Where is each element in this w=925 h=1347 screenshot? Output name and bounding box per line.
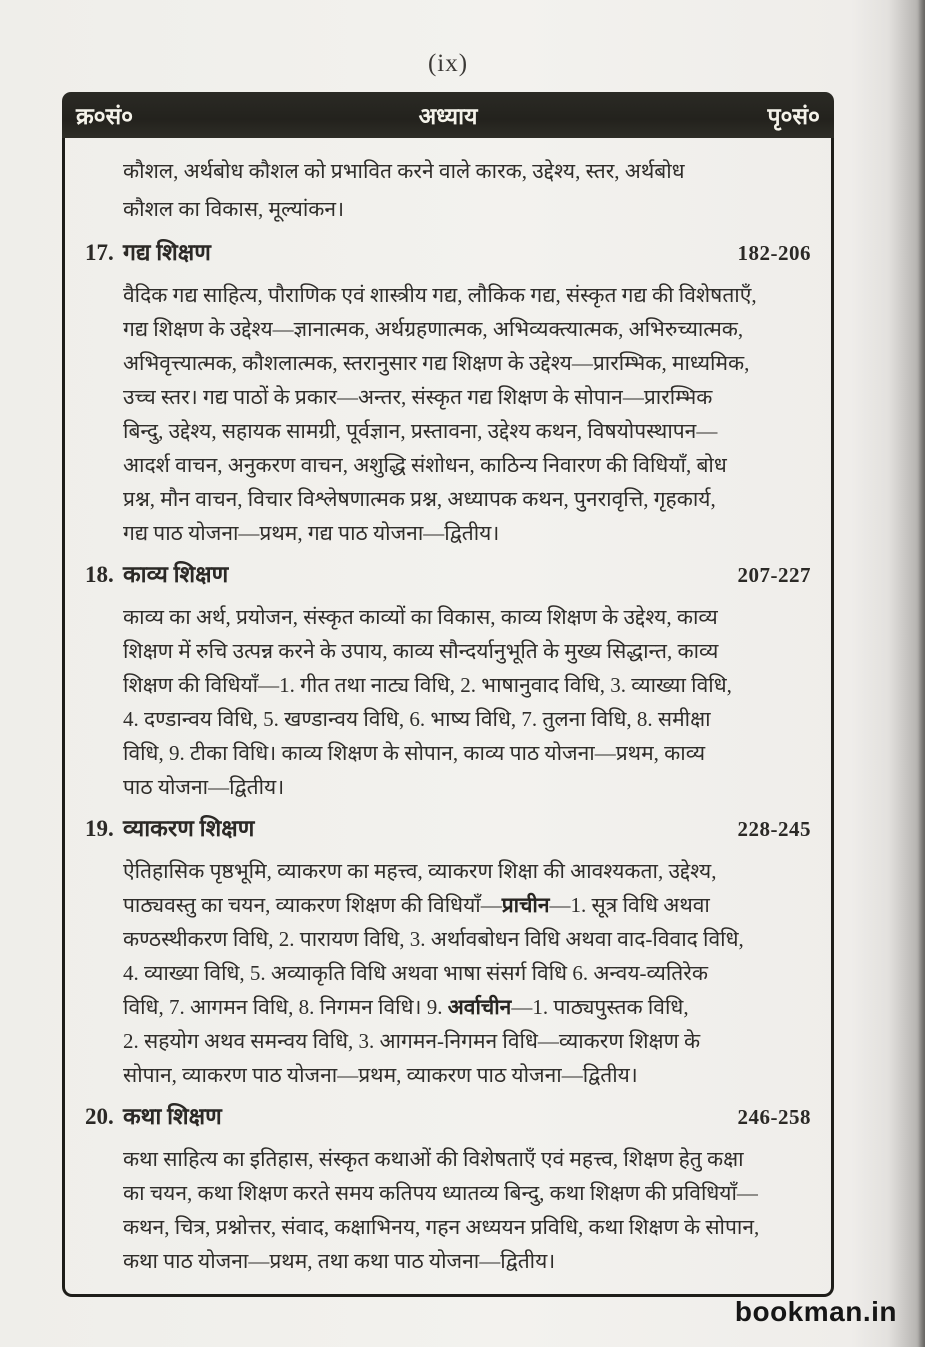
scan-edge-shadow — [918, 0, 925, 1347]
entry-title: व्याकरण शिक्षण — [123, 816, 255, 841]
entry-description-line: 2. सहयोग अथव समन्वय विधि, 3. आगमन-निगमन विधि—व्याकरण शिक्षण के — [123, 1029, 701, 1053]
entry-description-line: उच्च स्तर। गद्य पाठों के प्रकार—अन्तर, संस्कृत गद्य शिक्षण के सोपान—प्रारम्भिक — [123, 385, 713, 409]
toc-content-box — [62, 138, 834, 1297]
entry-description-line: कथन, चित्र, प्रश्नोत्तर, संवाद, कक्षाभिनय, गहन अध्ययन प्रविधि, कथा शिक्षण के सोपान, — [123, 1215, 760, 1239]
header-chapter-label: अध्याय — [418, 104, 478, 129]
entry-description — [123, 854, 813, 1092]
entry-page-range: 182-206 — [737, 241, 811, 265]
watermark-bookman: bookman.in — [734, 1296, 897, 1327]
entry-description-line: 4. दण्डान्वय विधि, 5. खण्डान्वय विधि, 6. भाष्य विधि, 7. तुलना विधि, 8. समीक्षा — [123, 707, 711, 731]
entry-page-range: 207-227 — [737, 563, 811, 587]
entry-description-line: काव्य का अर्थ, प्रयोजन, संस्कृत काव्यों का विकास, काव्य शिक्षण के उद्देश्य, काव्य — [123, 605, 718, 629]
toc-entries — [85, 238, 813, 1278]
entry-description-line: विधि, 7. आगमन विधि, 8. निगमन विधि। 9. अर्वाचीन—1. पाठ्यपुस्तक विधि, — [123, 995, 689, 1019]
entry-page-range: 228-245 — [737, 817, 811, 841]
toc-entry — [85, 238, 813, 550]
entry-heading-row — [85, 814, 813, 844]
entry-description-line: शिक्षण में रुचि उत्पन्न करने के उपाय, काव्य सौन्दर्यानुभूति के मुख्य सिद्धान्त, काव्य — [123, 639, 719, 663]
entry-description-line: वैदिक गद्य साहित्य, पौराणिक एवं शास्त्रीय गद्य, लौकिक गद्य, संस्कृत गद्य की विशेषताएँ, — [123, 283, 757, 307]
entry-page-range: 246-258 — [737, 1105, 811, 1129]
entry-description-line: पाठ योजना—द्वितीय। — [123, 775, 285, 799]
toc-entry — [85, 1102, 813, 1278]
page-number: (ix) — [427, 50, 469, 77]
entry-title: गद्य शिक्षण — [123, 240, 211, 265]
entry-description-line: पाठ्यवस्तु का चयन, व्याकरण शिक्षण की विधियाँ—प्राचीन—1. सूत्र विधि अथवा — [123, 893, 710, 917]
entry-description — [123, 600, 813, 804]
entry-description-line: बिन्दु, उद्देश्य, सहायक सामग्री, पूर्वज्ञान, प्रस्तावना, उद्देश्य कथन, विषयोपस्थापन— — [123, 419, 718, 443]
entry-description — [123, 278, 813, 550]
entry-title: काव्य शिक्षण — [123, 562, 229, 587]
entry-number: 17. — [85, 240, 114, 265]
header-page-number-label: पृ०सं० — [767, 104, 820, 129]
entry-number: 19. — [85, 816, 114, 841]
continuation-line: कौशल, अर्थबोध कौशल को प्रभावित करने वाले कारक, उद्देश्य, स्तर, अर्थबोध — [123, 159, 685, 183]
entry-description-line: गद्य शिक्षण के उद्देश्य—ज्ञानात्मक, अर्थग्रहणात्मक, अभिव्यक्त्यात्मक, अभिरुच्यात्मक, — [123, 317, 744, 341]
toc-entry — [85, 560, 813, 804]
entry-description — [123, 1142, 813, 1278]
entry-description-line: आदर्श वाचन, अनुकरण वाचन, अशुद्धि संशोधन, काठिन्य निवारण की विधियाँ, बोध — [123, 453, 727, 477]
entry-number: 18. — [85, 562, 114, 587]
continuation-paragraph — [123, 152, 813, 228]
entry-description-line: ऐतिहासिक पृष्ठभूमि, व्याकरण का महत्त्व, व्याकरण शिक्षा की आवश्यकता, उद्देश्य, — [123, 859, 717, 883]
entry-description-line: शिक्षण की विधियाँ—1. गीत तथा नाट्य विधि, 2. भाषानुवाद विधि, 3. व्याख्या विधि, — [123, 673, 732, 697]
toc-header-bar — [62, 92, 834, 138]
entry-description-line: कथा साहित्य का इतिहास, संस्कृत कथाओं की विशेषताएँ एवं महत्त्व, शिक्षण हेतु कक्षा — [123, 1147, 744, 1171]
entry-number: 20. — [85, 1104, 114, 1129]
entry-description-line: 4. व्याख्या विधि, 5. अव्याकृति विधि अथवा भाषा संसर्ग विधि 6. अन्वय-व्यतिरेक — [123, 961, 708, 985]
entry-description-line: गद्य पाठ योजना—प्रथम, गद्य पाठ योजना—द्वितीय। — [123, 521, 500, 545]
entry-description-line: का चयन, कथा शिक्षण करते समय कतिपय ध्यातव्य बिन्दु, कथा शिक्षण की प्रविधियाँ— — [123, 1181, 758, 1205]
toc-table — [62, 92, 834, 1297]
entry-heading-row — [85, 560, 813, 590]
entry-description-line: अभिवृत्त्यात्मक, कौशलात्मक, स्तरानुसार गद्य शिक्षण के उद्देश्य—प्रारम्भिक, माध्यमिक, — [123, 351, 750, 375]
entry-description-line: सोपान, व्याकरण पाठ योजना—प्रथम, व्याकरण पाठ योजना—द्वितीय। — [123, 1063, 638, 1087]
entry-heading-row — [85, 1102, 813, 1132]
entry-description-line: कथा पाठ योजना—प्रथम, तथा कथा पाठ योजना—द्वितीय। — [123, 1249, 556, 1273]
entry-heading-row — [85, 238, 813, 268]
entry-description-line: प्रश्न, मौन वाचन, विचार विश्लेषणात्मक प्रश्न, अध्यापक कथन, पुनरावृत्ति, गृहकार्य, — [123, 487, 716, 511]
entry-title: कथा शिक्षण — [123, 1104, 222, 1129]
entry-description-line: कण्ठस्थीकरण विधि, 2. पारायण विधि, 3. अर्थावबोधन विधि अथवा वाद-विवाद विधि, — [123, 927, 744, 951]
continuation-line: कौशल का विकास, मूल्यांकन। — [123, 197, 345, 221]
toc-entry — [85, 814, 813, 1092]
header-serial-number-label: क्र०सं० — [76, 104, 134, 129]
entry-description-line: विधि, 9. टीका विधि। काव्य शिक्षण के सोपान, काव्य पाठ योजना—प्रथम, काव्य — [123, 741, 706, 765]
